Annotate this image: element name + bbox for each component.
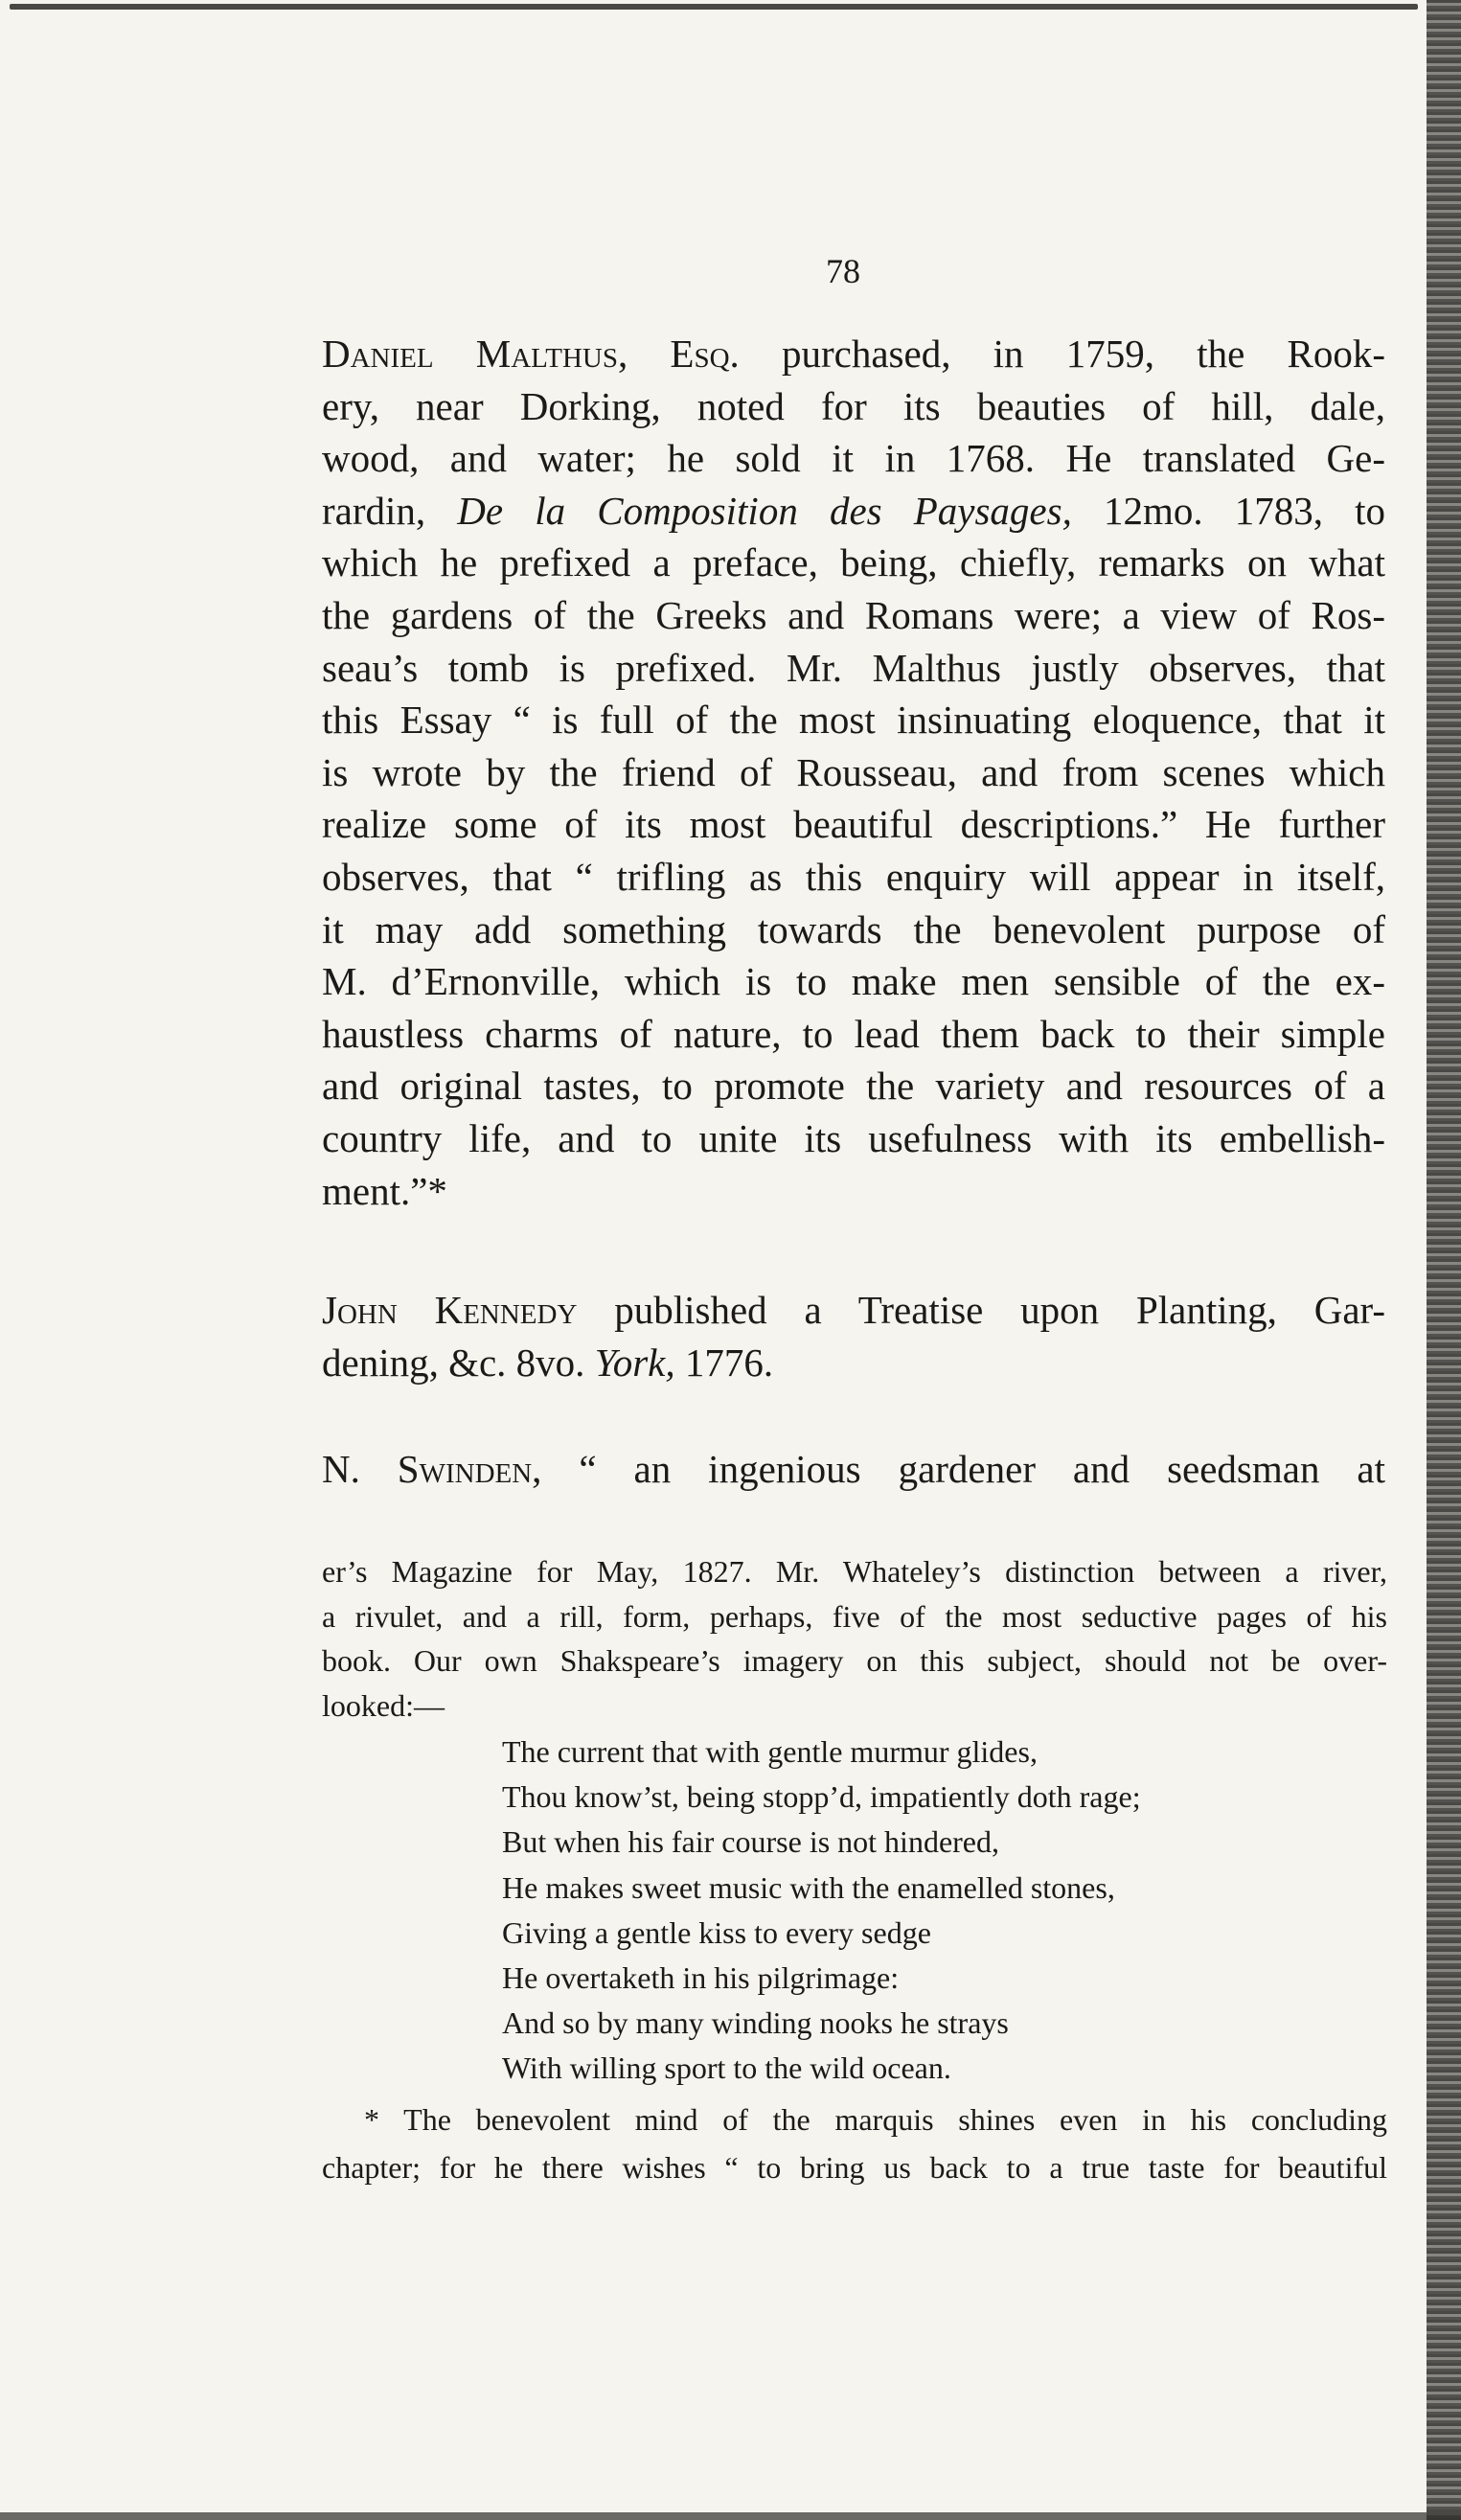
person-name: John Kennedy [322, 1288, 578, 1332]
paragraph-swinden [322, 1443, 1385, 1496]
note-line: er’s Magazine for May, 1827. Mr. Whateley’s distinction between a river, [322, 1554, 1387, 1589]
verse-line: With willing sport to the wild ocean. [502, 2050, 951, 2086]
verse-line: Thou know’st, being stopp’d, impatiently doth rage; [502, 1779, 1141, 1815]
verse-line: And so by many winding nooks he strays [502, 2005, 1009, 2041]
text-line: country life, and to unite its usefulness with its embellish- [322, 1115, 1385, 1160]
top-edge-rule [10, 4, 1418, 10]
text-line: this Essay “ is full of the most insinuating eloquence, that it [322, 698, 1385, 743]
text-line: rardin, De la Composition des Paysages, 12mo. 1783, to [322, 488, 1385, 533]
paragraph-kennedy [322, 1284, 1385, 1388]
person-name: Daniel Malthus, Esq. [322, 332, 740, 376]
verse-line: The current that with gentle murmur glides, [502, 1734, 1038, 1769]
text-line: John Kennedy published a Treatise upon Planting, Gar- [322, 1288, 1386, 1332]
footnote [322, 2096, 1387, 2191]
verse-line: He overtaketh in his pilgrimage: [502, 1960, 900, 1996]
note-line: a rivulet, and a rill, form, perhaps, five of the most seductive pages of his [322, 1598, 1387, 1634]
shakespeare-verse [502, 1730, 1141, 2092]
footnote-line: * The benevolent mind of the marquis shines even in his concluding [364, 2102, 1387, 2137]
text-line: which he prefixed a preface, being, chiefly, remarks on what [322, 540, 1385, 585]
footnote-line: chapter; for he there wishes “ to bring us back to a true taste for beautiful [322, 2150, 1387, 2185]
book-title: De la Composition des Paysages, [457, 488, 1072, 533]
verse-line: Giving a gentle kiss to every sedge [502, 1914, 931, 1950]
text-line: is wrote by the friend of Rousseau, and from scenes which [322, 749, 1385, 794]
text-line: and original tastes, to promote the variety and resources of a [322, 1064, 1385, 1109]
page-binding-edge [1427, 0, 1461, 2520]
paragraph-malthus [322, 328, 1385, 1217]
page-number: 78 [826, 252, 860, 290]
text-line: the gardens of the Greeks and Romans were; a view of Ros- [322, 592, 1385, 637]
text-line: M. d’Ernonville, which is to make men sensible of the ex- [322, 959, 1385, 1004]
text-line: wood, and water; he sold it in 1768. He translated Ge- [322, 436, 1385, 481]
text-line: it may add something towards the benevolent purpose of [322, 906, 1385, 951]
continued-note [322, 1549, 1387, 1728]
text-line: N. Swinden, “ an ingenious gardener and seedsman at [322, 1447, 1385, 1491]
text-line: observes, that “ trifling as this enquiry will appear in itself, [322, 854, 1385, 899]
place-name: York, [594, 1340, 675, 1385]
text-line: ery, near Dorking, noted for its beauties of hill, dale, [322, 383, 1385, 428]
verse-line: But when his fair course is not hindered, [502, 1824, 999, 1860]
text-line: realize some of its most beautiful descriptions.” He further [322, 802, 1385, 847]
verse-line: He makes sweet music with the enamelled stones, [502, 1869, 1115, 1905]
note-line: book. Our own Shakspeare’s imagery on this subject, should not be over- [322, 1643, 1387, 1678]
person-name: N. Swinden, [322, 1447, 542, 1491]
text-line: ment.”* [322, 1168, 447, 1213]
text-line: Daniel Malthus, Esq. purchased, in 1759, the Rook- [322, 332, 1385, 376]
text-line: seau’s tomb is prefixed. Mr. Malthus justly observes, that [322, 645, 1385, 690]
text-line: haustless charms of nature, to lead them back to their simple [322, 1011, 1385, 1056]
note-line: looked:— [322, 1687, 445, 1723]
bottom-edge-rule [0, 2512, 1461, 2520]
text-line: dening, &c. 8vo. York, 1776. [322, 1340, 774, 1385]
